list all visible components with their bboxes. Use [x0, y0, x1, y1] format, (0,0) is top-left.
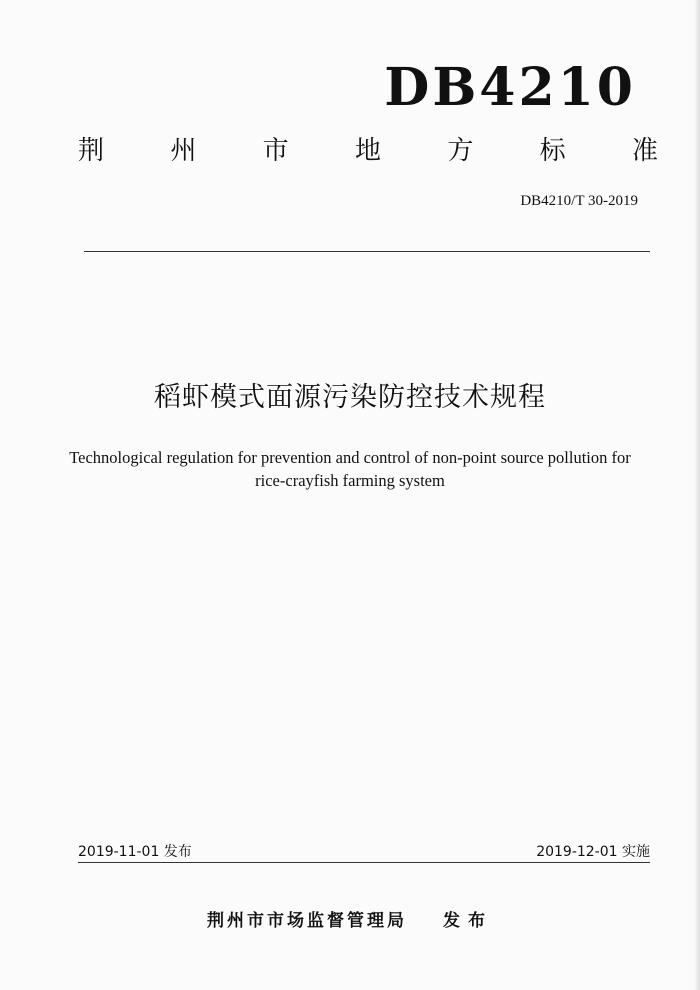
- standard-type-char: 地: [354, 136, 381, 166]
- footer-divider: [78, 862, 650, 863]
- standard-type-char: 方: [447, 136, 474, 166]
- english-title-line: Technological regulation for prevention and control of non-point source pollution for: [69, 448, 631, 467]
- standard-number: DB4210/T 30-2019: [520, 193, 638, 209]
- issuer-name: 荆州市市场监督管理局: [207, 911, 407, 931]
- document-title-english: [50, 446, 650, 492]
- standard-type-char: 标: [539, 136, 566, 166]
- document-title-chinese: 稻虾模式面源污染防控技术规程: [154, 382, 546, 413]
- page-edge-shadow: [694, 0, 700, 990]
- issuer-line: [0, 906, 700, 931]
- implementation-date: 2019-12-01 实施: [536, 844, 650, 860]
- issue-date: 2019-11-01 发布: [78, 844, 192, 860]
- header-divider: [84, 251, 650, 252]
- english-title-line: rice-crayfish farming system: [255, 471, 445, 490]
- standard-code-large: DB4210: [384, 57, 636, 118]
- standard-type-char: 准: [631, 136, 658, 166]
- standard-type-char: 荆: [78, 136, 105, 166]
- standard-type-char: 市: [262, 136, 289, 166]
- standard-type-char: 州: [170, 136, 197, 166]
- issuer-action: 发布: [443, 911, 493, 931]
- standard-type-title: [78, 138, 658, 164]
